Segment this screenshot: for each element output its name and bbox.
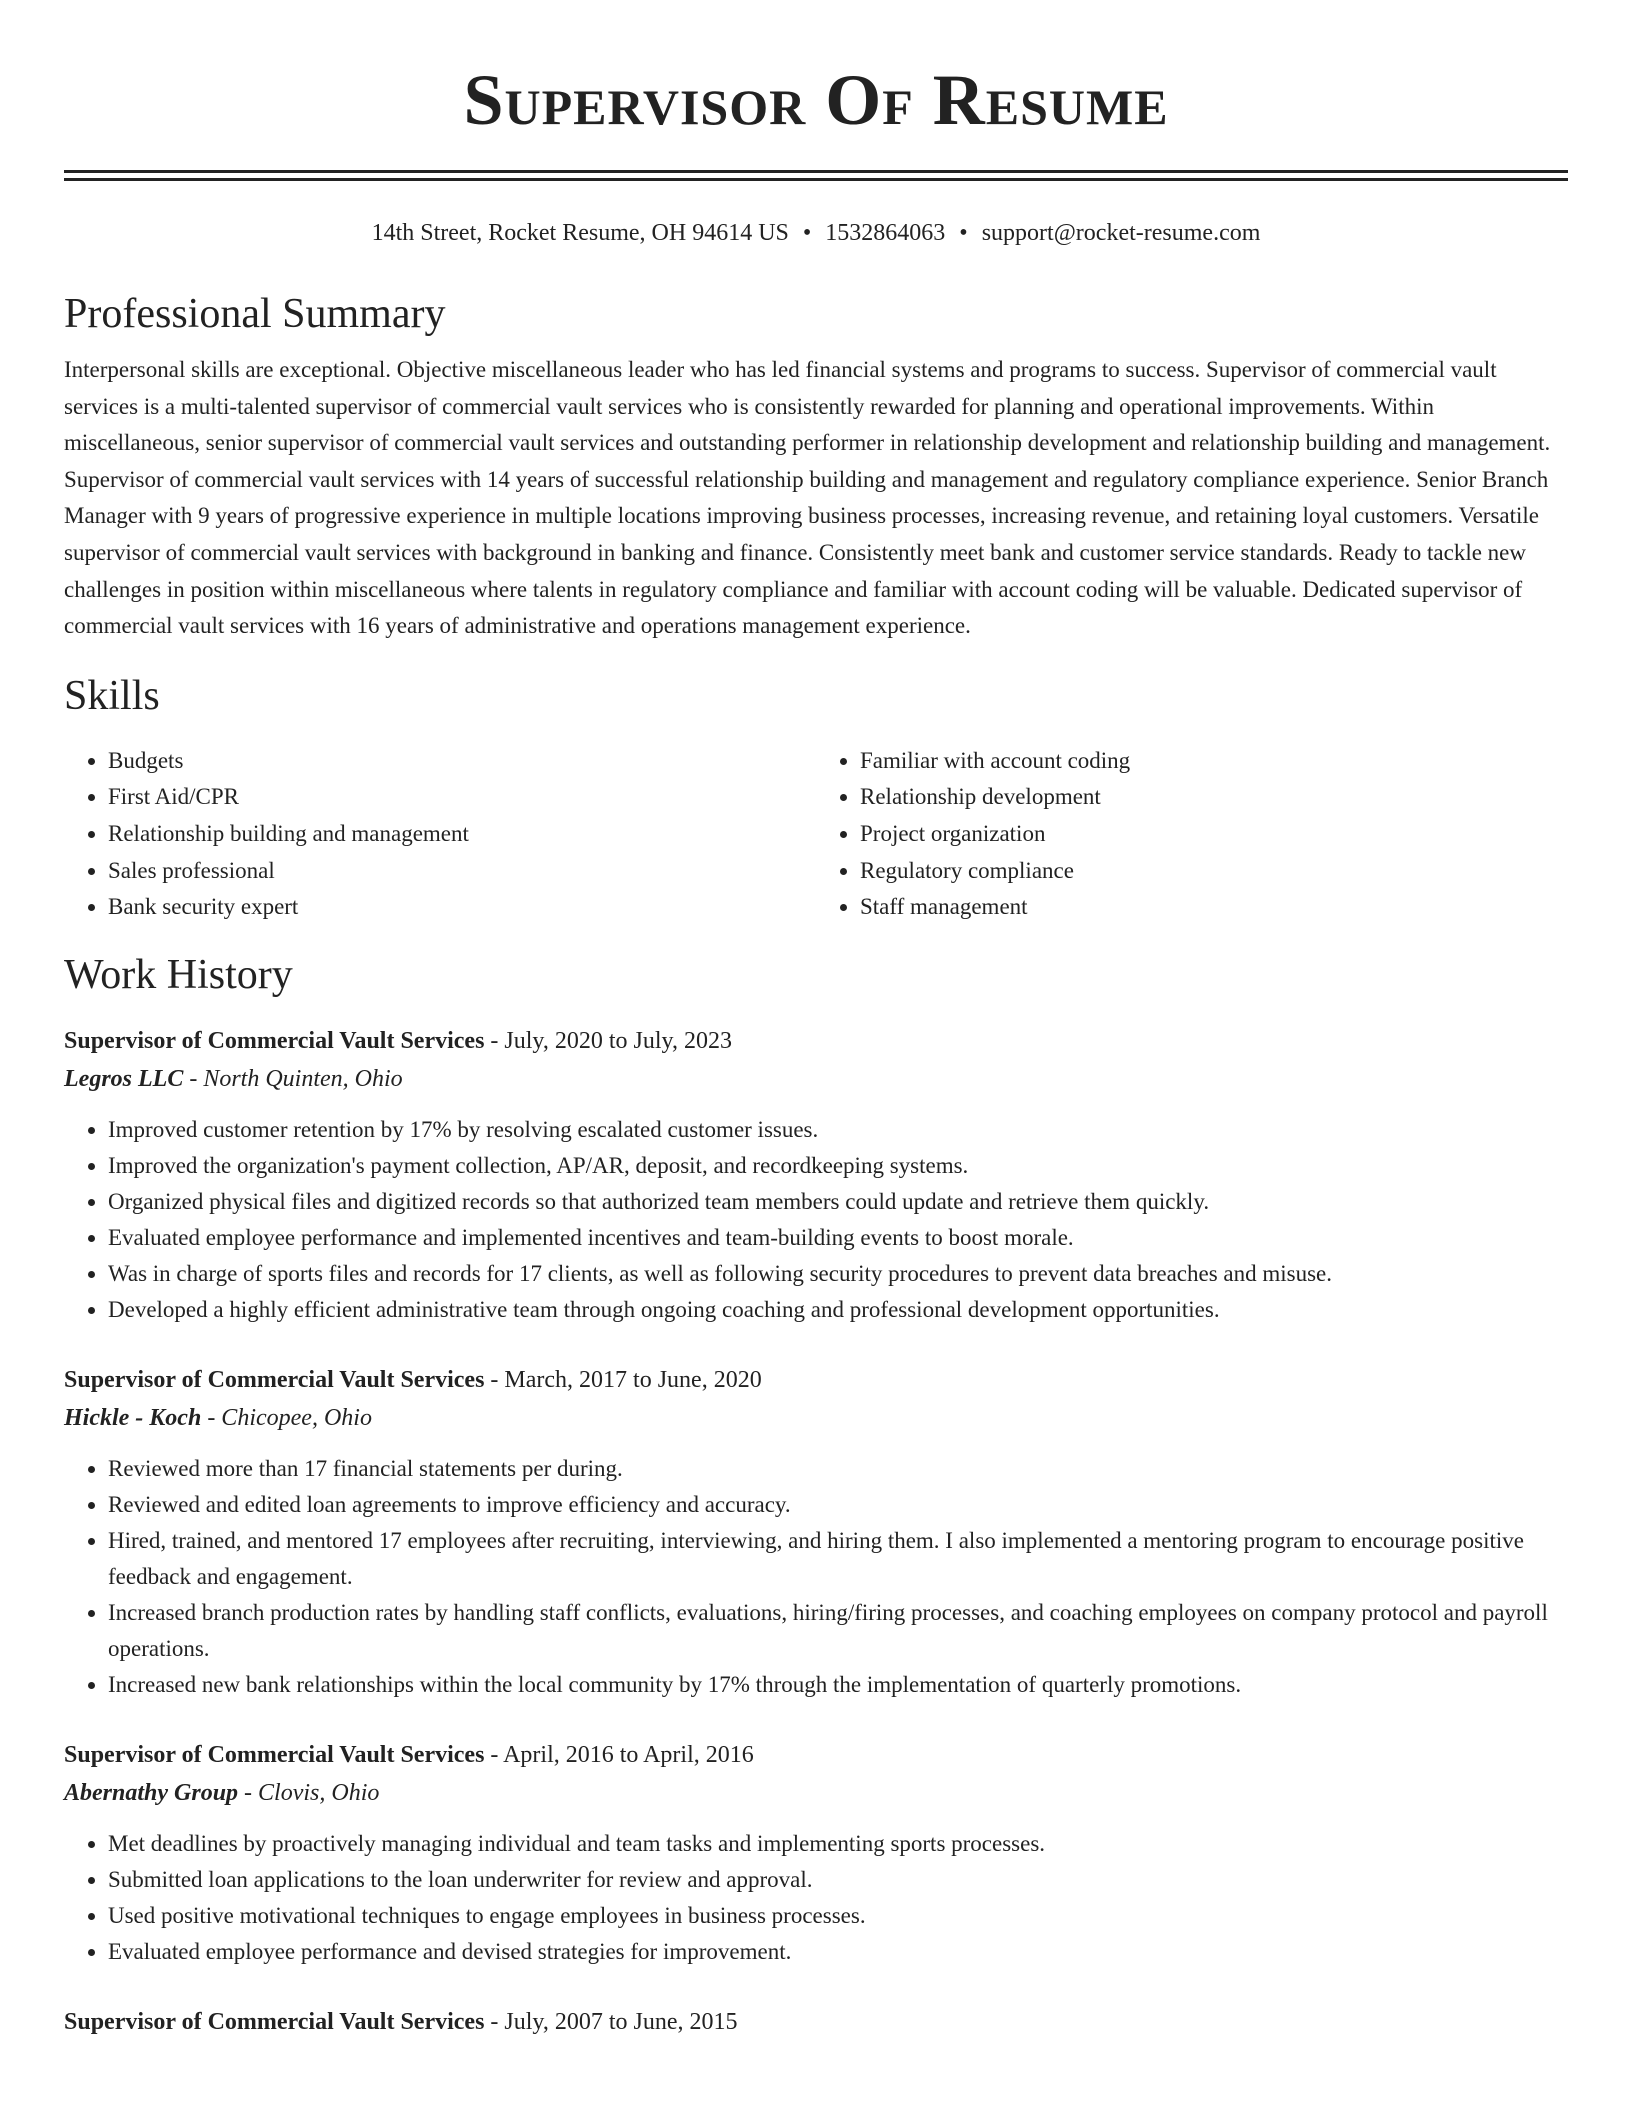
job-company: Abernathy Group xyxy=(64,1779,239,1806)
summary-heading: Professional Summary xyxy=(64,291,446,337)
job-company-line xyxy=(64,1399,1568,1437)
job-location: - Clovis, Ohio xyxy=(238,1779,380,1806)
job-bullet: • Developed a highly efficient administrative team through ongoing coaching and professional development opportunities. xyxy=(108,1292,1568,1328)
job-bullet: • Reviewed more than 17 financial statements per during. xyxy=(108,1451,1568,1487)
job-dates: - April, 2016 to April, 2016 xyxy=(484,1741,754,1768)
work-history-heading: Work History xyxy=(64,951,293,998)
job-company-line xyxy=(64,1774,1568,1812)
job-bullet: • Improved customer retention by 17% by resolving escalated customer issues. xyxy=(108,1112,1568,1148)
job-bullet: • Submitted loan applications to the loan underwriter for review and approval. xyxy=(108,1862,1568,1898)
job-title-line xyxy=(64,1736,1568,1774)
job-bullet: • Used positive motivational techniques to engage employees in business processes. xyxy=(108,1898,1568,1934)
job-bullet: • Organized physical files and digitized records so that authorized team members could update and retrieve them quickly. xyxy=(108,1184,1568,1220)
job-title: Supervisor of Commercial Vault Services xyxy=(64,1366,485,1393)
contact-phone: 1532864063 xyxy=(825,220,946,246)
job-company-line xyxy=(64,1060,1568,1098)
job-dates: - July, 2020 to July, 2023 xyxy=(484,1027,732,1054)
job-title-line xyxy=(64,1022,1568,1060)
job-bullet: • Was in charge of sports files and records for 17 clients, as well as following security procedures to prevent data breaches and misuse. xyxy=(108,1256,1568,1292)
skills-columns xyxy=(64,743,1568,926)
resume-name: Supervisor Of Resume xyxy=(463,60,1169,140)
contact-address: 14th Street, Rocket Resume, OH 94614 US xyxy=(371,220,789,246)
job-company: Hickle - Koch xyxy=(64,1404,202,1431)
job-dates: - July, 2007 to June, 2015 xyxy=(484,2008,738,2035)
job-entry xyxy=(64,1361,1568,1703)
job-bullet: • Evaluated employee performance and implemented incentives and team-building events to boost morale. xyxy=(108,1220,1568,1256)
job-bullets xyxy=(64,1451,1568,1703)
contact-line xyxy=(64,217,1568,249)
job-title: Supervisor of Commercial Vault Services xyxy=(64,2008,485,2035)
job-location: - North Quinten, Ohio xyxy=(183,1065,403,1092)
job-location: - Chicopee, Ohio xyxy=(201,1404,372,1431)
job-dates: - March, 2017 to June, 2020 xyxy=(484,1366,762,1393)
skill-item: • Relationship building and management xyxy=(108,816,816,853)
skills-list-right xyxy=(816,743,1568,926)
job-title: Supervisor of Commercial Vault Services xyxy=(64,1027,485,1054)
job-bullet: • Hired, trained, and mentored 17 employees after recruiting, interviewing, and hiring them. I also implemented a mentoring program to encourage positive feedback and engagement. xyxy=(108,1523,1568,1595)
skill-item: • Sales professional xyxy=(108,853,816,890)
skill-item: • Relationship development xyxy=(860,779,1568,816)
header-double-rule xyxy=(64,170,1568,181)
skill-item: • First Aid/CPR xyxy=(108,779,816,816)
job-title-line xyxy=(64,1361,1568,1399)
job-bullets xyxy=(64,1112,1568,1328)
job-entry xyxy=(64,2003,1568,2041)
summary-text: Interpersonal skills are exceptional. Objective miscellaneous leader who has led financial systems and programs to success. Supervisor of commercial vault services is a multi-talented supervisor of commercial vault services who is consistently rewarded for planning and operational improvements. Within miscellaneous, senior supervisor of commercial vault services and outstanding performer in relationship development and relationship building and management. Supervisor of commercial vault services with 14 years of successful relationship building and management and regulatory compliance experience. Senior Branch Manager with 9 years of progressive experience in multiple locations improving business processes, increasing revenue, and retaining loyal customers. Versatile supervisor of commercial vault services with background in banking and finance. Consistently meet bank and customer service standards. Ready to tackle new challenges in position within miscellaneous where talents in regulatory compliance and familiar with account coding will be valuable. Dedicated supervisor of commercial vault services with 16 years of administrative and operations management experience. xyxy=(64,357,1551,639)
job-company: Legros LLC xyxy=(64,1065,184,1092)
skill-item: • Project organization xyxy=(860,816,1568,853)
job-entry xyxy=(64,1736,1568,1970)
skills-heading: Skills xyxy=(64,672,160,719)
job-bullet: • Increased new bank relationships within the local community by 17% through the implementation of quarterly promotions. xyxy=(108,1667,1568,1703)
contact-email: support@rocket-resume.com xyxy=(981,220,1261,246)
job-bullet: • Increased branch production rates by handling staff conflicts, evaluations, hiring/firing processes, and coaching employees on company protocol and payroll operations. xyxy=(108,1595,1568,1667)
job-bullet: • Improved the organization's payment collection, AP/AR, deposit, and recordkeeping systems. xyxy=(108,1148,1568,1184)
job-bullet: • Evaluated employee performance and devised strategies for improvement. xyxy=(108,1934,1568,1970)
skill-item: • Budgets xyxy=(108,743,816,780)
skill-item: • Bank security expert xyxy=(108,889,816,926)
contact-separator: • xyxy=(959,220,968,246)
skill-item: • Familiar with account coding xyxy=(860,743,1568,780)
job-bullets xyxy=(64,1826,1568,1970)
contact-separator: • xyxy=(802,220,812,246)
skill-item: • Staff management xyxy=(860,889,1568,926)
skill-item: • Regulatory compliance xyxy=(860,853,1568,890)
skills-list-left xyxy=(64,743,816,926)
job-entry xyxy=(64,1022,1568,1328)
job-title-line xyxy=(64,2003,1568,2041)
job-title: Supervisor of Commercial Vault Services xyxy=(64,1741,485,1768)
job-bullet: • Met deadlines by proactively managing individual and team tasks and implementing sports processes. xyxy=(108,1826,1568,1862)
job-bullet: • Reviewed and edited loan agreements to improve efficiency and accuracy. xyxy=(108,1487,1568,1523)
